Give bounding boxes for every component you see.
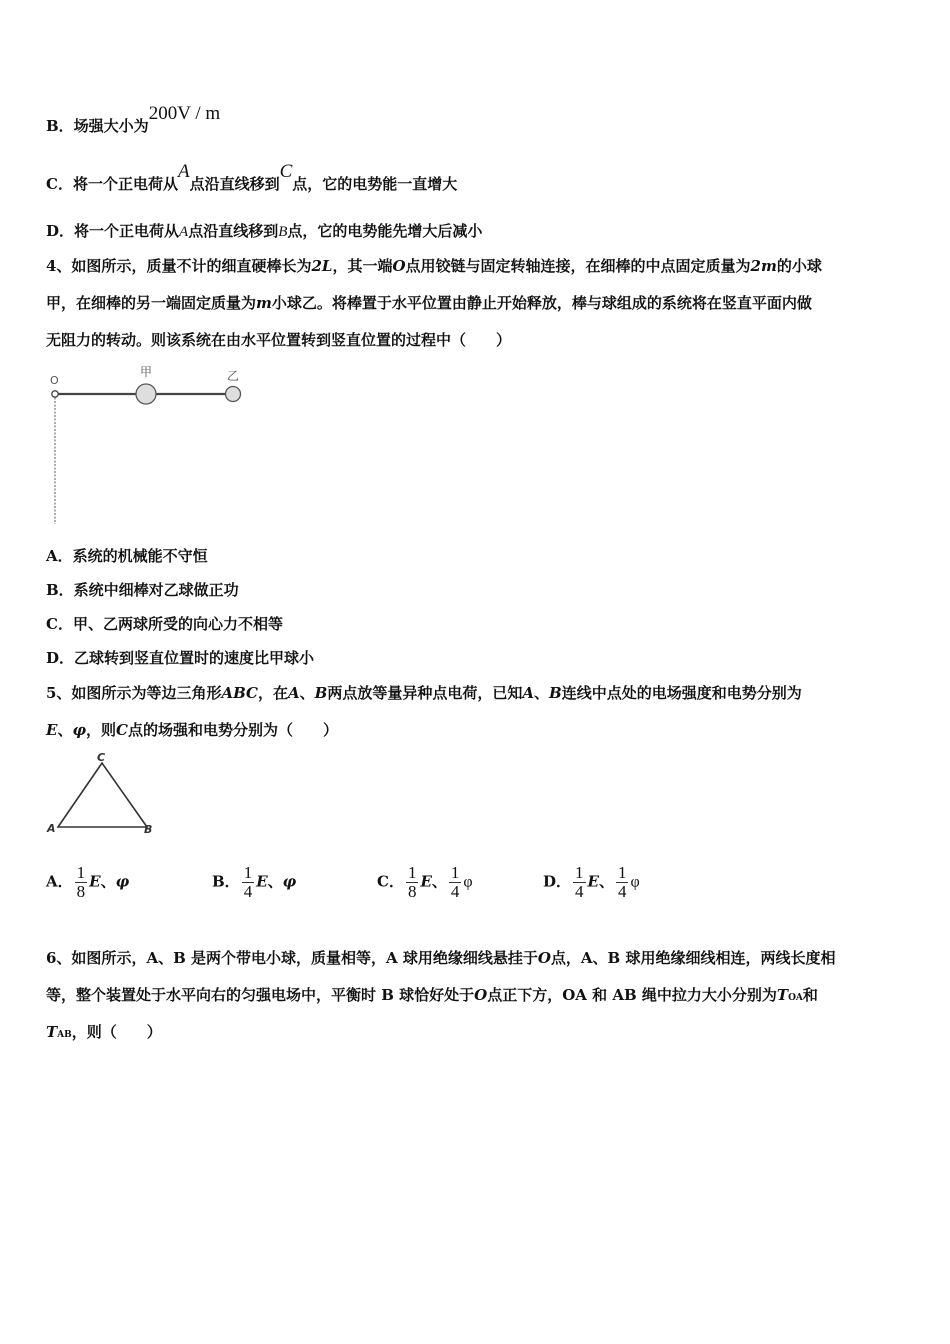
label-c: C xyxy=(97,751,106,764)
fraction: $\frac{1}{8}$ xyxy=(407,863,417,901)
q4-option-a: A．系统的机械能不守恒 xyxy=(46,547,208,565)
fraction: $\frac{1}{8}$ xyxy=(76,863,86,901)
label-jia: 甲 xyxy=(140,365,153,379)
q4-stem-line-3: 无阻力的转动。则该系统在由水平位置转到竖直位置的过程中（ ） xyxy=(46,331,512,349)
q3-option-c: C．将一个正电荷从A点沿直线移到C点，它的电势能一直增大 xyxy=(46,161,458,193)
q3-option-b: B．场强大小为200V / m xyxy=(46,103,221,135)
fraction: $\frac{1}{4}$ xyxy=(617,863,627,901)
q6-stem-line-3: TAB，则（ ） xyxy=(46,1023,162,1041)
q4-option-b: B．系统中细棒对乙球做正功 xyxy=(46,581,239,599)
fraction: $\frac{1}{4}$ xyxy=(243,863,253,901)
q4-rod-figure xyxy=(40,362,260,532)
label-o: O xyxy=(50,374,59,387)
q5-stem-line-1: 5、如图所示为等边三角形ABC，在A、B两点放等量异种点电荷，已知A、B连线中点处的电场强度和电势分别为 xyxy=(46,684,802,702)
q4-option-d: D．乙球转到竖直位置时的速度比甲球小 xyxy=(46,649,315,667)
label-b: B xyxy=(144,823,153,836)
q4-option-c: C．甲、乙两球所受的向心力不相等 xyxy=(46,615,283,633)
ball-jia xyxy=(136,384,156,404)
q4-stem-line-2: 甲，在细棒的另一端固定质量为m小球乙。将棒置于水平位置由静止开始释放，棒与球组成的系统将在竖直平面内做 xyxy=(46,294,812,312)
q5-stem-line-2: E、φ，则C点的场强和电势分别为（ ） xyxy=(46,721,339,739)
q3-option-b-value: 200V / m xyxy=(148,103,221,124)
q4-stem-line-1: 4、如图所示，质量不计的细直硬棒长为2L，其一端O点用铰链与固定转轴连接，在细棒的中点固定质量为2m的小球 xyxy=(46,257,822,275)
fraction: $\frac{1}{4}$ xyxy=(450,863,460,901)
triangle-abc xyxy=(58,763,147,827)
q5-option-c: C． $\frac{1}{8}$ E、 $\frac{1}{4}$ φ xyxy=(377,863,473,901)
label-a: A xyxy=(47,822,56,835)
label-yi: 乙 xyxy=(227,369,240,383)
q5-option-a: A． $\frac{1}{8}$ E、φ xyxy=(46,863,130,901)
q5-triangle-figure xyxy=(40,750,165,840)
q5-option-d: D． $\frac{1}{4}$ E、 $\frac{1}{4}$ φ xyxy=(543,863,640,901)
pivot-o xyxy=(52,391,58,397)
q3-option-d: D．将一个正电荷从A点沿直线移到B点，它的电势能先增大后减小 xyxy=(46,222,483,240)
q6-stem-line-1: 6、如图所示，A、B 是两个带电小球，质量相等，A 球用绝缘细线悬挂于O点，A、B 球用绝缘细线相连，两线长度相 xyxy=(46,949,836,967)
q6-stem-line-2: 等，整个装置处于水平向右的匀强电场中，平衡时 B 球恰好处于O点正下方，OA 和 AB 绳中拉力大小分别为TOA和 xyxy=(46,986,818,1004)
ball-yi xyxy=(226,387,241,402)
fraction: $\frac{1}{4}$ xyxy=(575,863,584,901)
q5-option-b: B． $\frac{1}{4}$ E、φ xyxy=(212,863,297,901)
